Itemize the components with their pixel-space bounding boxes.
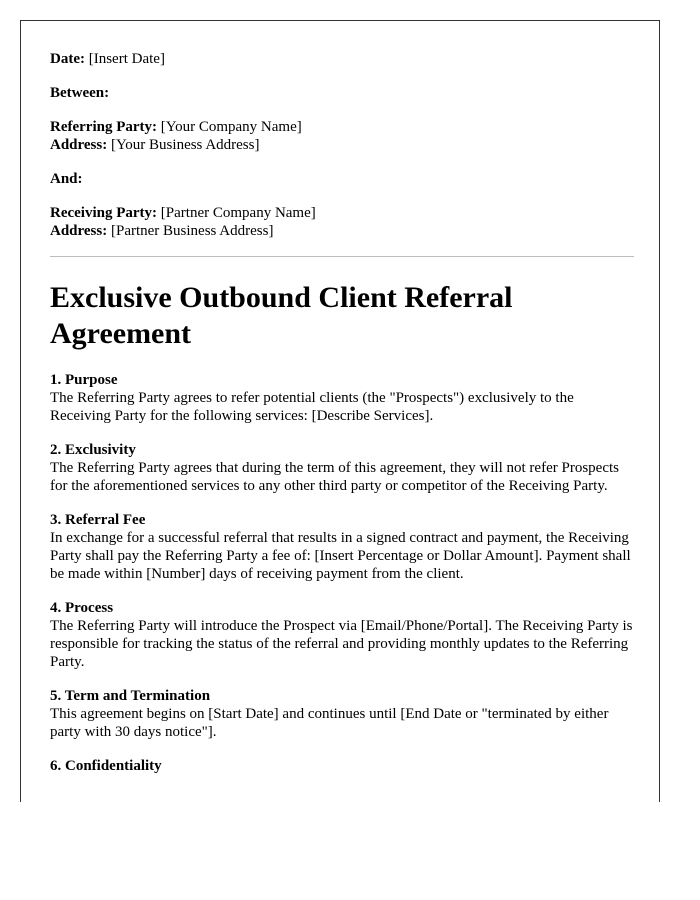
section-term-termination (50, 687, 634, 741)
document-content (50, 50, 634, 791)
receiving-address-label: Address: (50, 223, 108, 239)
referring-party-block (50, 118, 634, 154)
section-title: 3. Referral Fee (50, 512, 146, 528)
referring-party-line (50, 118, 634, 136)
section-referral-fee (50, 511, 634, 583)
date-label: Date: (50, 51, 85, 67)
referring-address-value: [Your Business Address] (110, 137, 260, 153)
and-label: And: (50, 171, 83, 187)
receiving-party-value: [Partner Company Name] (160, 205, 316, 221)
section-body: The Referring Party agrees that during the term of this agreement, they will not refer Prospects for the aforementioned services to any other third party or competitor of the Receiving Party. (50, 460, 619, 494)
referring-address-line (50, 136, 634, 154)
section-process (50, 599, 634, 671)
date-line (50, 50, 634, 68)
section-body: This agreement begins on [Start Date] and continues until [End Date or "terminated by either party with 30 days notice"]. (50, 706, 609, 740)
receiving-party-label: Receiving Party: (50, 205, 158, 221)
section-title: 6. Confidentiality (50, 758, 162, 774)
section-body: The Referring Party will introduce the Prospect via [Email/Phone/Portal]. The Receiving Party is responsible for tracking the status of the referral and providing monthly updates to the Referring Party. (50, 618, 633, 670)
referring-party-label: Referring Party: (50, 119, 158, 135)
section-title: 1. Purpose (50, 372, 118, 388)
section-exclusivity (50, 441, 634, 495)
agreement-sections (50, 371, 634, 775)
between-line (50, 84, 634, 102)
section-title: 5. Term and Termination (50, 688, 211, 704)
receiving-party-block (50, 204, 634, 240)
section-body: In exchange for a successful referral that results in a signed contract and payment, the Receiving Party shall pay the Referring Party a fee of: [Insert Percentage or Dollar Amount]. Payment shall be made within [Number] days of receiving payment from the client. (50, 530, 631, 582)
between-label: Between: (50, 85, 110, 101)
section-confidentiality (50, 757, 634, 775)
receiving-address-line (50, 222, 634, 240)
section-title: 4. Process (50, 600, 114, 616)
receiving-address-value: [Partner Business Address] (110, 223, 274, 239)
section-title: 2. Exclusivity (50, 442, 136, 458)
and-line (50, 170, 634, 188)
receiving-party-line (50, 204, 634, 222)
section-body: The Referring Party agrees to refer potential clients (the "Prospects") exclusively to the Receiving Party for the following services: [Describe Services]. (50, 390, 574, 424)
referring-party-value: [Your Company Name] (160, 119, 302, 135)
document-page (20, 20, 660, 802)
referring-address-label: Address: (50, 137, 108, 153)
header-divider (50, 256, 634, 257)
date-value: [Insert Date] (88, 51, 165, 67)
page-title: Exclusive Outbound Client Referral Agreement (50, 281, 513, 350)
section-purpose (50, 371, 634, 425)
